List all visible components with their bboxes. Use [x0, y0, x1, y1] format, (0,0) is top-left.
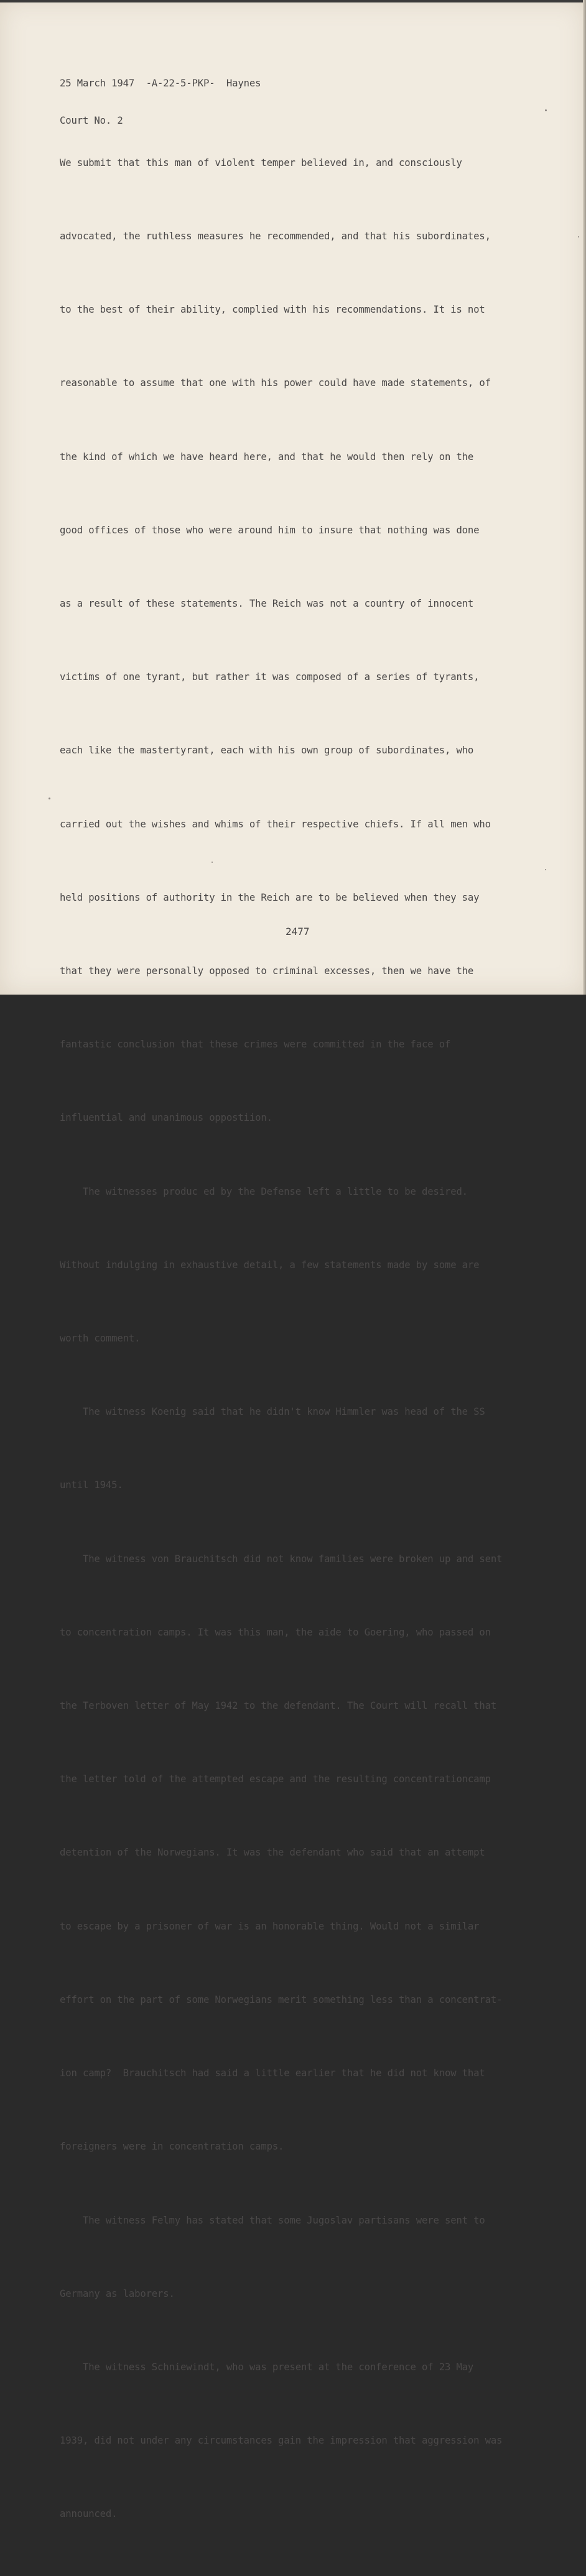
body-line: that they were personally opposed to criminal excesses, then we have the — [60, 965, 474, 977]
paper-speck — [212, 862, 213, 863]
body-line: as a result of these statements. The Reich was not a country of innocent — [60, 598, 474, 610]
body-line: The witness von Brauchitsch did not know families were broken up and sent — [60, 1553, 503, 1565]
body-line: worth comment. — [60, 1333, 141, 1345]
body-line: to the best of their ability, complied with his recommendations. It is not — [60, 304, 485, 316]
body-line: 1939, did not under any circumstances gain the impression that aggression was — [60, 2435, 503, 2447]
page-number: 2477 — [286, 926, 310, 937]
body-line: fantastic conclusion that these crimes were committed in the face of — [60, 1039, 451, 1051]
paper-speck — [545, 109, 547, 111]
body-line: victims of one tyrant, but rather it was composed of a series of tyrants, — [60, 671, 480, 683]
body-line: the kind of which we have heard here, and that he would then rely on the — [60, 451, 474, 462]
header-date-code: 25 March 1947 -A-22-5-PKP- Haynes — [60, 78, 261, 89]
body-line: foreigners were in concentration camps. — [60, 2141, 284, 2153]
body-line: to concentration camps. It was this man, the aide to Goering, who passed on — [60, 1626, 491, 1638]
body-line: reasonable to assume that one with his power could have made statements, of — [60, 377, 491, 389]
body-line: the Terboven letter of May 1942 to the defendant. The Court will recall that — [60, 1700, 497, 1712]
body-line: announced. — [60, 2508, 118, 2520]
paper-speck — [578, 236, 579, 237]
body-line: We submit that this man of violent temper believed in, and consciously — [60, 157, 462, 168]
body-line: the letter told of the attempted escape and the resulting concentrationcamp — [60, 1773, 491, 1785]
body-line: ion camp? Brauchitsch had said a little earlier that he did not know that — [60, 2068, 485, 2079]
body-line: carried out the wishes and whims of their respective chiefs. If all men who — [60, 818, 491, 830]
body-line: detention of the Norwegians. It was the defendant who said that an attempt — [60, 1847, 485, 1859]
body-line: The witness Schniewindt, who was present at the conference of 23 May — [60, 2361, 474, 2373]
header-court-number: Court No. 2 — [60, 115, 123, 126]
document-body — [60, 102, 502, 2576]
body-line: good offices of those who were around him to insure that nothing was done — [60, 524, 480, 536]
body-line: effort on the part of some Norwegians merit something less than a concentrat- — [60, 1994, 503, 2005]
body-line: The witnesses produc ed by the Defense left a little to be desired. — [60, 1185, 468, 1197]
body-line: to escape by a prisoner of war is an honorable thing. Would not a similar — [60, 1920, 480, 1932]
body-line: Germany as laborers. — [60, 2288, 175, 2299]
body-line: Without indulging in exhaustive detail, a few statements made by some are — [60, 1259, 480, 1271]
body-line: until 1945. — [60, 1479, 123, 1491]
body-line: The witness Koenig said that he didn't know Himmler was head of the SS — [60, 1406, 485, 1418]
paper-speck — [49, 798, 50, 799]
body-line: held positions of authority in the Reich are to be believed when they say — [60, 891, 480, 903]
body-line: The witness Felmy has stated that some Jugoslav partisans were sent to — [60, 2214, 485, 2226]
body-line: each like the mastertyrant, each with his own group of subordinates, who — [60, 745, 474, 757]
paper-speck — [545, 869, 546, 870]
body-line: advocated, the ruthless measures he recommended, and that his subordinates, — [60, 231, 491, 242]
body-line: influential and unanimous oppostiion. — [60, 1112, 272, 1124]
